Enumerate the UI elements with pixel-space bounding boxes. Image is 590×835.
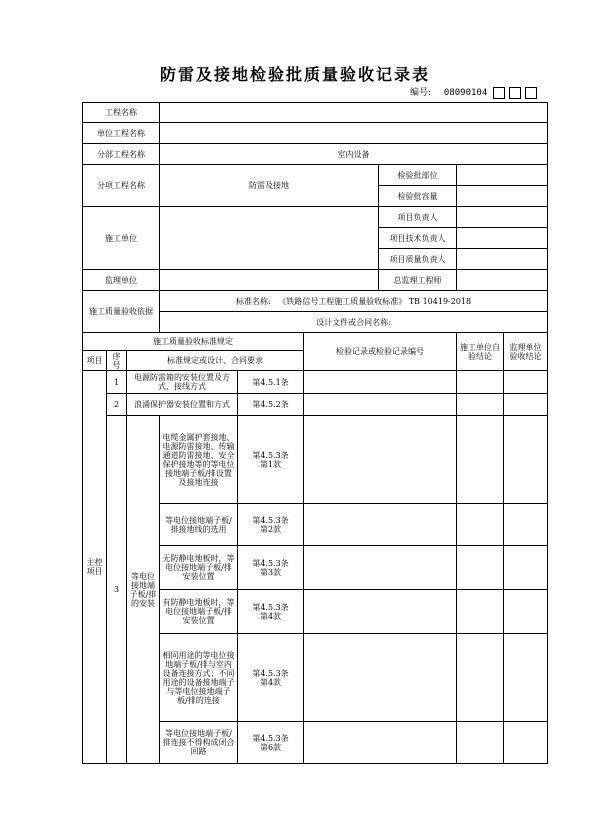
row-record[interactable] [304,371,457,394]
group-title: 等电位接地端子板/排的安装 [127,416,160,764]
row-seq: 2 [107,394,127,416]
item-project-label: 分项工程名称 [83,165,160,207]
project-name-value[interactable] [160,103,548,123]
seq-header: 序号 [107,351,127,371]
record-header: 检验记录或检验记录编号 [304,333,457,371]
row-constructor-result[interactable] [457,546,504,590]
constructor-value[interactable] [160,207,379,270]
row-record[interactable] [304,590,457,634]
quality-leader-value[interactable] [457,249,548,270]
basis-label: 施工质量验收依据 [83,291,160,333]
row-constructor-result[interactable] [457,504,504,546]
form-code [410,86,537,100]
item-project-row [83,165,548,186]
unit-project-label: 单位工程名称 [83,123,160,144]
sub-project-value[interactable]: 室内设备 [160,144,548,165]
batch-capacity-value[interactable] [457,186,548,207]
row-clause [238,504,304,546]
item-project-value[interactable]: 防雷及接地 [160,165,379,207]
row-constructor-result[interactable] [457,590,504,634]
row-supervisor-result[interactable] [504,546,548,590]
row-content: 有防静电地板时，等电位接地端子板/排安装位置 [160,590,238,634]
group-seq: 3 [107,416,127,764]
code-box-2[interactable] [509,87,521,99]
row-record[interactable] [304,722,457,764]
standard-row [83,291,548,312]
code-number: 08090104 [443,88,488,98]
row-supervisor-result[interactable] [504,504,548,546]
row-clause [238,634,304,722]
row-clause: 第4.5.2条 [238,394,304,416]
batch-part-label: 检验批部位 [379,165,457,186]
code-box-3[interactable] [525,87,537,99]
table-row [83,416,548,504]
code-label: 编号: [410,88,432,98]
row-content: 等电位接地端子板/排接地线的选用 [160,504,238,546]
row-record[interactable] [304,634,457,722]
quality-leader-label: 项目质量负责人 [379,249,457,270]
row-record[interactable] [304,504,457,546]
clause-article: 第4.5.3条 [252,602,289,612]
batch-part-value[interactable] [457,165,548,186]
clause-paragraph: 第6款 [259,742,282,752]
row-clause [238,722,304,764]
row-content: 相同用途的等电位接地端子板/排与室内设备连接方式；不同用途的设备接地端子与等电位接地端子板/排的连接 [160,634,238,722]
row-record[interactable] [304,416,457,504]
clause-article: 第4.5.3条 [252,450,289,460]
row-clause [238,546,304,590]
clause-paragraph: 第1款 [259,459,282,469]
row-clause [238,590,304,634]
project-leader-label: 项目负责人 [379,207,457,228]
clause-paragraph: 第2款 [259,524,282,534]
design-doc-label[interactable]: 设计文件或合同名称: [160,312,548,333]
row-content: 浪涌保护器安装位置和方式 [127,394,238,416]
row-supervisor-result[interactable] [504,722,548,764]
row-supervisor-result[interactable] [504,371,548,394]
item-header: 项目 [83,351,107,371]
supervisor-row [83,270,548,291]
row-clause [238,416,304,504]
project-name-row [83,103,548,123]
batch-capacity-label: 检验批容量 [379,186,457,207]
row-content: 等电位接地端子板/排连接不得构成闭合回路 [160,722,238,764]
inspection-record-table [82,102,548,764]
constructor-label: 施工单位 [83,207,160,270]
code-box-1[interactable] [493,87,505,99]
standard-cell [160,291,548,312]
row-content: 电缆金属护套接地、电源防雷接地、传输通道防雷接地、安全保护接地等的等电位接地端子板/排设置及接地连接 [160,416,238,504]
table-row [83,394,548,416]
requirement-header: 标准规定或设计、合同要求 [127,351,304,371]
row-content: 电源防雷箱的安装位置及方式、接线方式 [127,371,238,394]
unit-project-value[interactable] [160,123,548,144]
supervisor-result-header: 监理单位验收结论 [504,333,548,371]
clause-article: 第4.5.3条 [252,668,289,678]
project-leader-value[interactable] [457,207,548,228]
row-constructor-result[interactable] [457,394,504,416]
sub-project-row [83,144,548,165]
row-supervisor-result[interactable] [504,590,548,634]
row-constructor-result[interactable] [457,416,504,504]
main-category: 主控项目 [83,371,107,764]
supervisor-label: 监理单位 [83,270,160,291]
row-supervisor-result[interactable] [504,634,548,722]
row-constructor-result[interactable] [457,634,504,722]
clause-article: 第4.5.3条 [252,733,289,743]
project-name-label: 工程名称 [83,103,160,123]
clause-article: 第4.5.3条 [252,515,289,525]
spec-header-row [83,333,548,351]
clause-paragraph: 第3款 [259,567,282,577]
row-content: 无防静电地板时，等电位接地端子板/排安装位置 [160,546,238,590]
standard-value[interactable]: 《铁路信号工程施工质量验收标准》 TB 10419-2018 [278,296,472,306]
row-constructor-result[interactable] [457,722,504,764]
tech-leader-label: 项目技术负责人 [379,228,457,249]
constructor-result-header: 施工单位自验结论 [457,333,504,371]
row-supervisor-result[interactable] [504,416,548,504]
chief-engineer-label: 总监理工程师 [379,270,457,291]
tech-leader-value[interactable] [457,228,548,249]
row-constructor-result[interactable] [457,371,504,394]
row-seq: 1 [107,371,127,394]
row-supervisor-result[interactable] [504,394,548,416]
chief-engineer-value[interactable] [457,270,548,291]
row-record[interactable] [304,546,457,590]
unit-project-row [83,123,548,144]
standard-label: 标准名称: [235,296,271,306]
table-row [83,371,548,394]
sub-project-label: 分部工程名称 [83,144,160,165]
form-title: 防雷及接地检验批质量验收记录表 [159,65,430,84]
clause-paragraph: 第4款 [259,677,282,687]
supervisor-value[interactable] [160,270,379,291]
clause-article: 第4.5.3条 [252,558,289,568]
constructor-row [83,207,548,228]
row-clause: 第4.5.1条 [238,371,304,394]
spec-group-header: 施工质量验收标准规定 [83,333,304,351]
clause-paragraph: 第4款 [259,611,282,621]
row-record[interactable] [304,394,457,416]
